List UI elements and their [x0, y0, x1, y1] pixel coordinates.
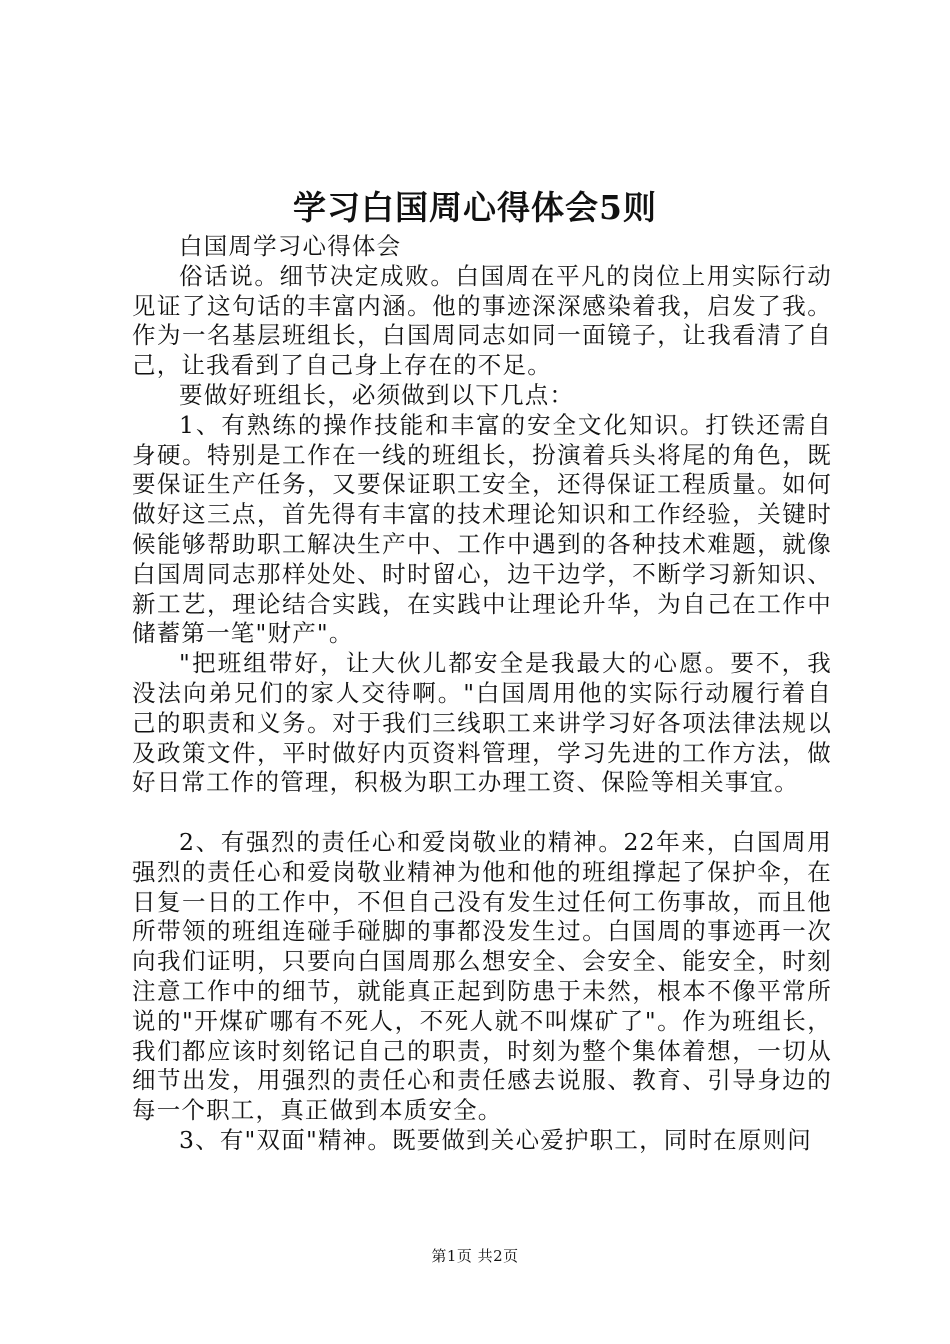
body-paragraph: 白国周学习心得体会	[179, 232, 402, 260]
document-body	[132, 232, 832, 1156]
page-footer: 第1页 共2页	[431, 1247, 519, 1265]
document-title: 学习白国周心得体会5则	[293, 188, 657, 227]
body-paragraph: 2、有强烈的责任心和爱岗敬业的精神。22年来，白国周用强烈的责任心和爱岗敬业精神为他和他的班组撑起了保护伞，在日复一日的工作中，不但自己没有发生过任何工伤事故，而且他所带领的班组连碰手碰脚的事都没发生过。白国周的事迹再一次向我们证明，只要向白国周那么想安全、会安全、能安全，时刻注意工作中的细节，就能真正起到防患于未然，根本不像平常所说的"开煤矿哪有不死人，不死人就不叫煤矿了"。作为班组长，我们都应该时刻铭记自己的职责，时刻为整个集体着想，一切从细节出发，用强烈的责任心和责任感去说服、教育、引导身边的每一个职工，真正做到本质安全。	[132, 827, 832, 1125]
body-paragraph: 3、有"双面"精神。既要做到关心爱护职工，同时在原则问	[179, 1125, 812, 1154]
body-paragraph: "把班组带好，让大伙儿都安全是我最大的心愿。要不，我没法向弟兄们的家人交待啊。"白国周用他的实际行动履行着自己的职责和义务。对于我们三线职工来讲学习好各项法律法规以及政策文件，平时做好内页资料管理，学习先进的工作方法，做好日常工作的管理，积极为职工办理工资、保险等相关事宜。	[132, 649, 832, 797]
body-paragraph: 俗话说。细节决定成败。白国周在平凡的岗位上用实际行动见证了这句话的丰富内涵。他的事迹深深感染着我，启发了我。作为一名基层班组长，白国周同志如同一面镜子，让我看清了自己，让我看到了自己身上存在的不足。	[132, 261, 832, 380]
paragraph-gap	[132, 798, 832, 828]
body-paragraph: 要做好班组长，必须做到以下几点：	[179, 380, 575, 409]
body-paragraph: 1、有熟练的操作技能和丰富的安全文化知识。打铁还需自身硬。特别是工作在一线的班组长，扮演着兵头将尾的角色，既要保证生产任务，又要保证职工安全，还得保证工程质量。如何做好这三点，首先得有丰富的技术理论知识和工作经验，关键时候能够帮助职工解决生产中、工作中遇到的各种技术难题，就像白国周同志那样处处、时时留心，边干边学，不断学习新知识、新工艺，理论结合实践，在实践中让理论升华，为自己在工作中储蓄第一笔"财产"。	[132, 410, 832, 648]
